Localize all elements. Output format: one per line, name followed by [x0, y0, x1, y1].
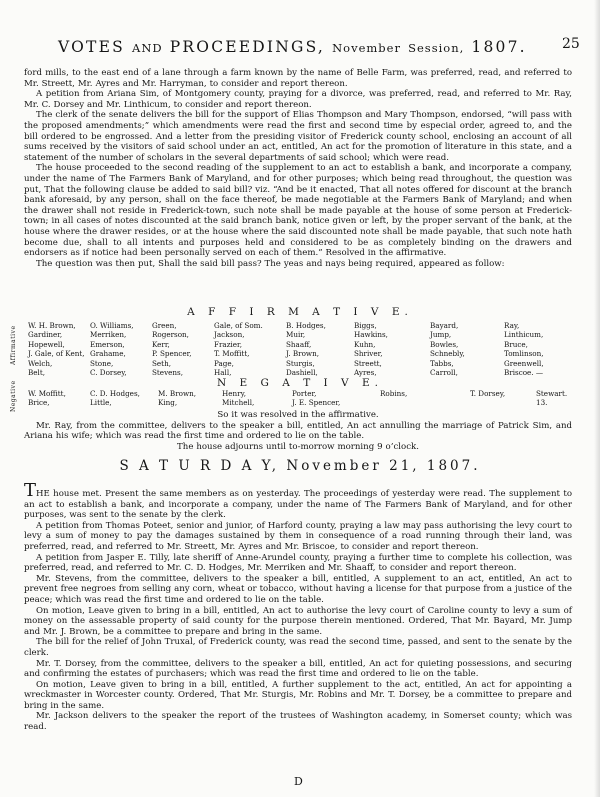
- voter-name: Kuhn,: [354, 339, 376, 349]
- voter-name: Robins,: [380, 389, 408, 398]
- adjournment-line: The house adjourns until to-morrow morning 9 o’clock.: [177, 441, 419, 452]
- affirmative-side-label: Affirmative: [10, 325, 17, 365]
- vote-column: [222, 389, 254, 408]
- paragraph-text: HE house met. Present the same members as on yesterday. The proceedings of yesterday were read. The supplement to an act to establish a bank, and incorporate a company, under the name of The Farmers Bank of Maryland, and for other purposes, was sent to the senate by the clerk.: [24, 489, 572, 521]
- vote-column: [158, 389, 196, 408]
- voter-name: O. Williams,: [90, 321, 134, 330]
- voter-name: T. Dorsey,: [470, 389, 506, 398]
- vote-column: [380, 389, 407, 398]
- voter-name: Green,: [152, 321, 177, 330]
- drop-cap: T: [24, 480, 37, 501]
- voter-name: Dashiell,: [286, 367, 318, 377]
- paragraph: A petition from Ariana Sim, of Montgomery county, praying for a divorce, was preferred, read, and referred to Mr. Ray, Mr. C. Dorsey and Mr. Linthicum, to consider and report thereon.: [24, 89, 572, 110]
- voter-name: Belt,: [28, 367, 46, 377]
- voter-name: Carroll,: [430, 367, 458, 377]
- negative-vote-list: [28, 389, 578, 409]
- voter-name: Jackson,: [214, 330, 245, 340]
- paragraph: Mr. Ray, from the committee, delivers to the speaker a bill, entitled, An act annulling the marriage of Patrick Sim, and Ariana his wife; which was read the first time and ordered to lie on the table.: [24, 420, 572, 442]
- voter-name: Biggs,: [354, 321, 377, 330]
- voter-name: Stone,: [90, 358, 114, 368]
- voter-name: Henry,: [222, 389, 246, 398]
- affirmative-heading: A F F I R M A T I V E.: [187, 306, 413, 318]
- voter-name: Greenwell,: [504, 358, 544, 368]
- voter-name: Emerson,: [90, 339, 125, 349]
- vote-column: [214, 321, 263, 377]
- paragraph: Mr. Stevens, from the committee, delivers to the speaker a bill, entitled, A supplement to an act, entitled, An act to prevent free negroes from selling any corn, wheat or tobacco, without having a license for that purpose from a justice of the peace; which was read the first time and ordered to lie on the table.: [24, 573, 572, 605]
- voter-name: Ayres,: [354, 367, 377, 377]
- paragraph: The question was then put, Shall the said bill pass? The yeas and nays being required, appeared as follow:: [36, 258, 505, 269]
- vote-column: [504, 321, 544, 377]
- running-head-month: November: [332, 41, 401, 55]
- running-head-and: AND: [132, 41, 163, 55]
- voter-name: Hawkins,: [354, 330, 388, 340]
- voter-name: Shaaff,: [286, 339, 312, 349]
- paragraph: The clerk of the senate delivers the bill for the support of Elias Thompson and Mary Thompson, endorsed, “will pass with the proposed amendments;” which amendments were read the first and second time by especial order, agreed to, and the bill ordered to be engrossed. And a letter from the presiding visitor of Frederick county school, enclosing an account of all sums received by the visitors of said school under an act, entitled, An act for the promotion of literature in this state, and a statement of the number of scholars in the several departments of said school; which were read.: [24, 110, 572, 163]
- voter-name: Gardiner,: [28, 330, 63, 340]
- day-name: S A T U R D A Y,: [119, 458, 280, 474]
- voter-name: M. Brown,: [158, 389, 197, 398]
- voter-name: Bowles,: [430, 339, 459, 349]
- voter-name: Stevens,: [152, 367, 183, 377]
- voter-name: Shriver,: [354, 349, 383, 359]
- voter-name: J. E. Spencer,: [292, 398, 341, 408]
- vote-column: [90, 389, 140, 408]
- affirmative-vote-list: [28, 321, 578, 379]
- negative-side-label: Negative: [10, 380, 17, 412]
- voter-name: Sturgis,: [286, 358, 315, 368]
- voter-name: Hopewell,: [28, 339, 65, 349]
- voter-name: Welch,: [28, 358, 53, 368]
- vote-column: [430, 321, 465, 377]
- vote-column: [286, 321, 326, 377]
- voter-name: P. Spencer,: [152, 349, 192, 359]
- voter-name: Ray,: [504, 321, 520, 330]
- vote-column: [292, 389, 340, 408]
- voter-name: Seth,: [152, 358, 171, 368]
- voter-name: Mitchell,: [222, 398, 255, 408]
- voter-name: Briscoe. —: [504, 367, 544, 377]
- page-number: 25: [562, 36, 580, 52]
- vote-column: [152, 321, 192, 377]
- voter-name: T. Moffitt,: [214, 349, 250, 359]
- paragraph: On motion, Leave given to bring in a bill, entitled, A further supplement to the act, entitled, An act for appointing a wreckmaster in Worcester county. Ordered, That Mr. Sturgis, Mr. Robins and Mr. T. Dorsey, be a committee to prepare and bring in the same.: [24, 679, 572, 711]
- voter-name: Stewart.: [536, 389, 568, 398]
- running-head-votes: VOTES: [58, 38, 125, 56]
- vote-column: [28, 389, 66, 408]
- running-head-proceedings: PROCEEDINGS,: [169, 38, 325, 56]
- voter-name: Page,: [214, 358, 234, 368]
- voter-name: Tabbs,: [430, 358, 454, 368]
- voter-name: Hall,: [214, 367, 232, 377]
- voter-name: C. D. Hodges,: [90, 389, 140, 398]
- resolved-line: So it was resolved in the affirmative.: [217, 410, 379, 420]
- running-head-session: Session,: [408, 41, 465, 55]
- saturday-proceedings: [24, 480, 572, 733]
- paragraph: A petition from Thomas Poteet, senior and junior, of Harford county, praying a law may pass authorising the levy court to levy a sum of money to pay the damages sustained by them in consequence of a road running through their land, was preferred, read, and referred to Mr. Streett, Mr. Ayres and Mr. Briscoe, to consider and report thereon.: [24, 520, 572, 552]
- paragraph: Mr. T. Dorsey, from the committee, delivers to the speaker a bill, entitled, An act for quieting possessions, and securing and confirming the estates of purchasers; which was read the first time and ordered to lie on the table.: [24, 658, 572, 680]
- running-head: [58, 38, 558, 58]
- voter-name: Muir,: [286, 330, 306, 340]
- voter-name: Jump,: [430, 330, 452, 340]
- saturday-heading: [0, 458, 600, 474]
- vote-column: [354, 321, 388, 377]
- voter-name: Rogerson,: [152, 330, 189, 340]
- vote-column: [90, 321, 134, 377]
- voter-name: J. Brown,: [286, 349, 320, 359]
- signature-letter: D: [294, 775, 303, 788]
- voter-name: W. Moffitt,: [28, 389, 66, 398]
- voter-name: Linthicum,: [504, 330, 544, 340]
- voter-name: Merriken,: [90, 330, 127, 340]
- running-head-year: 1807.: [471, 38, 527, 56]
- negative-heading: N E G A T I V E.: [217, 377, 383, 389]
- voter-name: B. Hodges,: [286, 321, 326, 330]
- vote-column: [536, 389, 567, 408]
- voter-name: C. Dorsey,: [90, 367, 127, 377]
- voter-name: Gale, of Som.: [214, 321, 263, 330]
- day-date: November 21, 1807.: [286, 458, 481, 474]
- paragraph: [24, 480, 572, 521]
- voter-name: W. H. Brown,: [28, 321, 76, 330]
- voter-name: King,: [158, 398, 178, 408]
- friday-closing: [24, 410, 572, 452]
- vote-column: [470, 389, 505, 398]
- friday-proceedings: [24, 68, 572, 269]
- voter-name: Little,: [90, 398, 112, 408]
- voter-name: Schnebly,: [430, 349, 465, 359]
- paragraph: On motion, Leave given to bring in a bill, entitled, An act to authorise the levy court of Caroline county to levy a sum of money on the assessable property of said county for the purpose therein mentioned. Ordered, That Mr. Bayard, Mr. Jump and Mr. J. Brown, be a committee to prepare and bring in the same.: [24, 605, 572, 637]
- voter-name: Brice,: [28, 398, 50, 408]
- voter-name: Streett,: [354, 358, 382, 368]
- voter-name: Frazier,: [214, 339, 242, 349]
- paragraph: Mr. Jackson delivers to the speaker the report of the trustees of Washington academy, in Somerset county; which was read.: [24, 711, 572, 733]
- voter-name: 13.: [536, 398, 548, 408]
- voter-name: Bruce,: [504, 339, 528, 349]
- page-edge-shadow: [594, 0, 600, 797]
- paragraph: ford mills, to the east end of a lane through a farm known by the name of Belle Farm, was preferred, read, and referred to Mr. Streett, Mr. Ayres and Mr. Harryman, to consider and report thereon.: [24, 68, 572, 89]
- voter-name: Bayard,: [430, 321, 459, 330]
- paragraph: The house proceeded to the second reading of the supplement to an act to establish a bank, and incorporate a company, under the name of The Farmers Bank of Maryland, and for other purposes; which being read throughout, the question was put, That the following clause be added to said bill? viz. “And be it enacted, That all notes offered for discount at the branch bank aforesaid, by any person, shall on the face thereof, be made negotiable at the Farmers Bank of Maryland; and when the drawer shall not reside in Frederick-town, such note shall be made payable at the house of some person at Frederick-town; in all cases of notes discounted at the said branch bank, notice given or left, by the proper servant of the bank, at the house where the drawer resides, or at the house where the said discounted note shall be made payable, that such note hath become due, shall to all intents and purposes held and considered to be as completely binding on the drawers and endorsers as if notice had been personally served on each of them.” Resolved in the affirmative.: [24, 163, 572, 259]
- paragraph: The bill for the relief of John Truxal, of Frederick county, was read the second time, passed, and sent to the senate by the clerk.: [24, 637, 572, 658]
- voter-name: Grahame,: [90, 349, 126, 359]
- voter-name: J. Gale, of Kent,: [28, 349, 85, 359]
- vote-column: [28, 321, 85, 377]
- voter-name: Tomlinson,: [504, 349, 544, 359]
- voter-name: Kerr,: [152, 339, 170, 349]
- voter-name: Porter,: [292, 389, 317, 398]
- paragraph: A petition from Jasper E. Tilly, late sheriff of Anne-Arundel county, praying a further time to complete his collection, was preferred, read, and referred to Mr. C. D. Hodges, Mr. Merriken and Mr. Shaaff, to consider and report thereon.: [24, 552, 572, 574]
